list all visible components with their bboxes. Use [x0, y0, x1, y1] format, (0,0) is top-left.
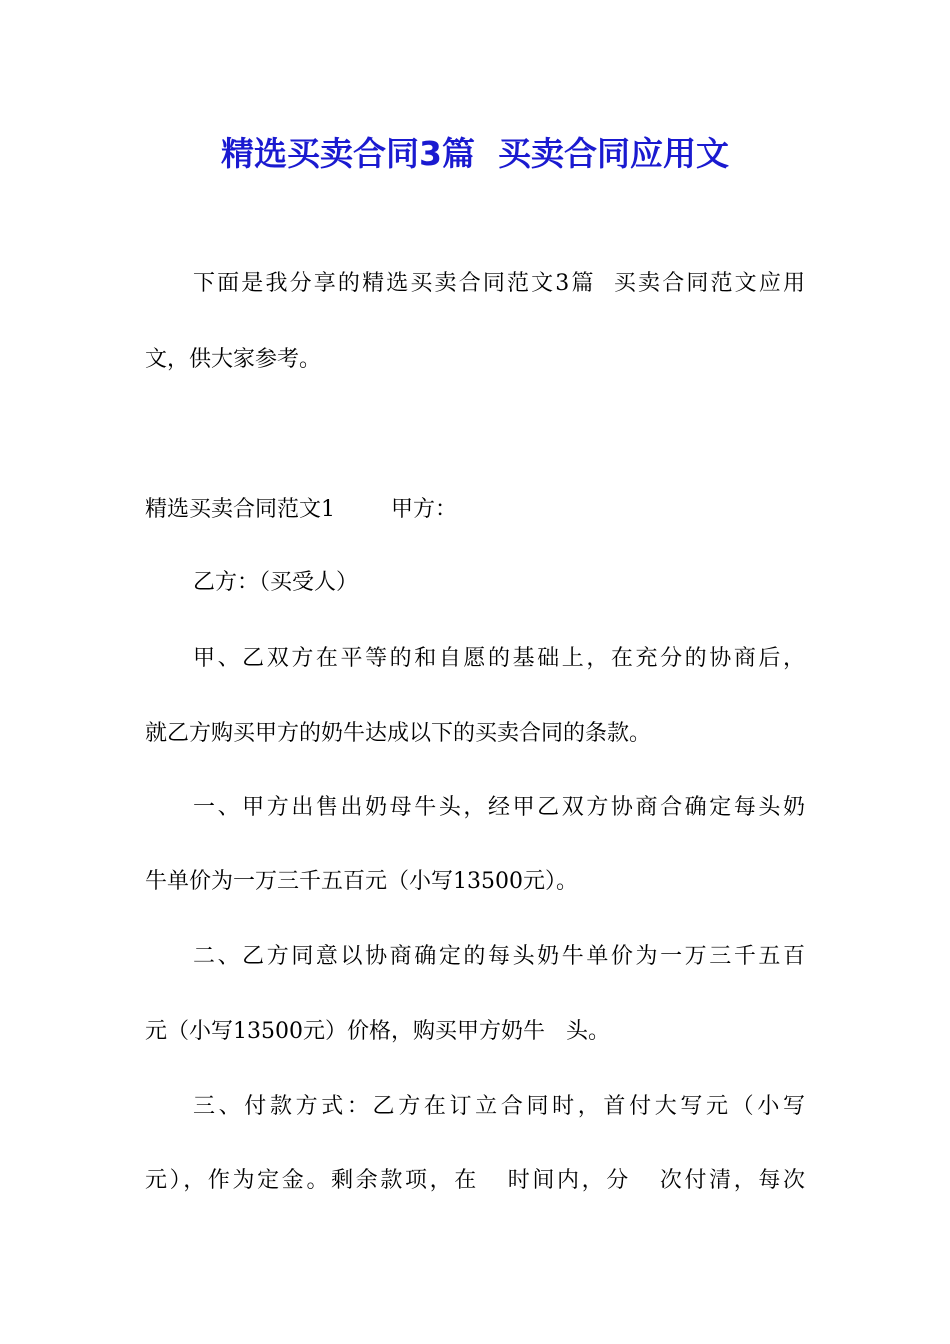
paragraph-line: 元），作为定金。剩余款项，在 时间内，分 次付清，每次 [145, 1168, 805, 1193]
paragraph-line: 三、付款方式：乙方在订立合同时，首付大写元（小写 [193, 1094, 805, 1119]
paragraph-line: 文，供大家参考。 [145, 347, 322, 372]
paragraph-line: 就乙方购买甲方的奶牛达成以下的买卖合同的条款。 [145, 721, 652, 746]
section-heading-line: 精选买卖合同范文1 甲方： [145, 497, 457, 522]
paragraph-line: 元（小写13500元）价格，购买甲方奶牛 头。 [145, 1019, 610, 1044]
paragraph-line: 乙方：（买受人） [193, 570, 359, 595]
paragraph-line: 甲、乙双方在平等的和自愿的基础上，在充分的协商后， [193, 646, 805, 671]
paragraph-line: 下面是我分享的精选买卖合同范文3篇 买卖合同范文应用 [193, 271, 805, 296]
document-title: 精选买卖合同3篇 买卖合同应用文 [221, 134, 729, 173]
paragraph-line: 二、乙方同意以协商确定的每头奶牛单价为一万三千五百 [193, 944, 805, 969]
paragraph-line: 一、甲方出售出奶母牛头，经甲乙双方协商合确定每头奶 [193, 795, 805, 820]
paragraph-line: 牛单价为一万三千五百元（小写13500元）。 [145, 869, 578, 894]
